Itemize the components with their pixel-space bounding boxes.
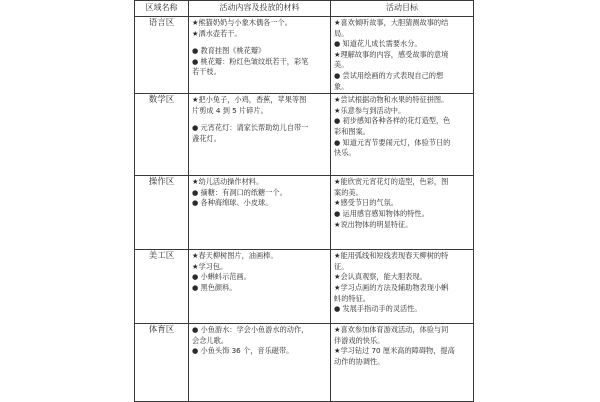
goal-line: ★学习点画的方法及辅助物表现小蝌: [334, 282, 449, 292]
blank-line: [192, 39, 327, 46]
area-name-cell: 操作区: [135, 176, 189, 250]
goal-line: ★能用弧线和短线表现春天柳树的特: [334, 251, 449, 261]
blank-line: [192, 116, 327, 123]
material-line: ★熊猫奶奶与小象木偶各一个。: [192, 18, 292, 27]
material-line: ★学习包。: [192, 261, 228, 271]
area-name-cell: 数学区: [135, 94, 189, 176]
header-goals: 活动目标: [331, 1, 474, 17]
goal-line: 动作的协调性。: [334, 356, 385, 366]
area-name-cell: 体育区: [135, 324, 189, 402]
table-row: [135, 17, 474, 94]
goal-line: ★喜欢倾听故事，大胆猜测故事的结: [334, 18, 449, 27]
materials-cell: [189, 17, 331, 94]
material-line: ● 小鱼游水：学会小鱼游水的动作，: [192, 325, 309, 335]
table-header-row: [135, 1, 474, 17]
material-line: 片剪成 4 到 5 片碎片。: [192, 105, 268, 115]
goal-line: ★会认真观察，能大胆表现。: [334, 272, 427, 282]
goal-line: ★学习钻过 70 厘米高的障碍物，提高: [334, 346, 455, 356]
goal-line: 彩和图案。: [334, 126, 370, 136]
material-line: ● 小蝌蚪示范画。: [192, 272, 251, 282]
goal-line: 快乐。: [334, 148, 356, 158]
material-line: ★春天柳树图片，油画棒。: [192, 251, 278, 261]
goal-line: 美。: [334, 60, 349, 70]
goal-line: ★乐意参与到活动中。: [334, 105, 406, 115]
goals-cell: [331, 324, 474, 402]
material-line: ● 桃花瓣：粉红色皱纹纸若干，彩笔: [192, 56, 309, 66]
material-line: ★幼儿活动操作材料。: [192, 177, 264, 187]
goal-line: 象。: [334, 81, 349, 91]
material-line: ● 各种海绵球、小皮球。: [192, 198, 273, 208]
material-line: ● 黑色颜料。: [192, 282, 237, 292]
materials-cell: [189, 324, 331, 402]
material-line: ● 小鱼头饰 36 个，音乐磁带。: [192, 346, 294, 356]
goal-line: ★尝试根据动物和水果的特征拼图。: [334, 95, 449, 105]
goal-line: ● 发展手指动手的灵活性。: [334, 304, 422, 314]
goal-line: ● 初步感知各种各样的花灯造型，色: [334, 116, 451, 126]
goal-line: ★理解故事的内容，感受故事的意境: [334, 49, 449, 59]
goal-line: ● 知道花儿成长需要水分。: [334, 39, 422, 49]
material-line: ★把小兔子，小鸡，香蕉，苹果等图: [192, 95, 307, 105]
goal-line: ★喜欢参加体育游戏活动，体验与同: [334, 325, 449, 335]
goals-cell: [331, 94, 474, 176]
area-name-cell: 语言区: [135, 17, 189, 94]
goals-cell: [331, 250, 474, 324]
material-line: ★洒水壶若干。: [192, 28, 242, 38]
goal-line: 伴游戏的快乐。: [334, 335, 385, 345]
table-body: [135, 17, 474, 402]
material-line: 会念儿歌。: [192, 335, 228, 345]
area-name-cell: 美工区: [135, 250, 189, 324]
material-line: 盏花灯。: [192, 133, 221, 143]
header-area: 区域名称: [135, 1, 189, 17]
material-line: ● 教育挂图《桃花瓣》: [192, 46, 266, 56]
materials-cell: [189, 94, 331, 176]
materials-cell: [189, 250, 331, 324]
table-row: [135, 94, 474, 176]
table-row: [135, 250, 474, 324]
goal-line: 案的美。: [334, 187, 363, 197]
goal-line: ★能欣赏元宵花灯的造型，色彩，图: [334, 177, 449, 187]
goal-line: ● 运用感官感知物体的特性。: [334, 208, 429, 218]
table-row: [135, 176, 474, 250]
header-materials: 活动内容及投放的材料: [189, 1, 331, 17]
material-line: ● 元宵花灯：请家长帮助幼儿自带一: [192, 123, 309, 133]
materials-cell: [189, 176, 331, 250]
material-line: 若干枝。: [192, 67, 221, 77]
goal-line: ● 知道元宵节要闹元灯，体验节日的: [334, 137, 451, 147]
goals-cell: [331, 17, 474, 94]
goal-line: 征。: [334, 261, 349, 271]
goal-line: ● 尝试用绘画的方式表现自己的想: [334, 70, 444, 80]
goal-line: ★说出物体的明显特征。: [334, 219, 413, 229]
table-row: [135, 324, 474, 402]
goal-line: 局。: [334, 28, 349, 38]
goal-line: 蚪的特征。: [334, 293, 370, 303]
goal-line: ★感受节日的气氛。: [334, 198, 398, 208]
goals-cell: [331, 176, 474, 250]
activity-plan-table: [134, 0, 474, 402]
material-line: ● 摘糖：有洞口的纸糖一个。: [192, 187, 287, 197]
